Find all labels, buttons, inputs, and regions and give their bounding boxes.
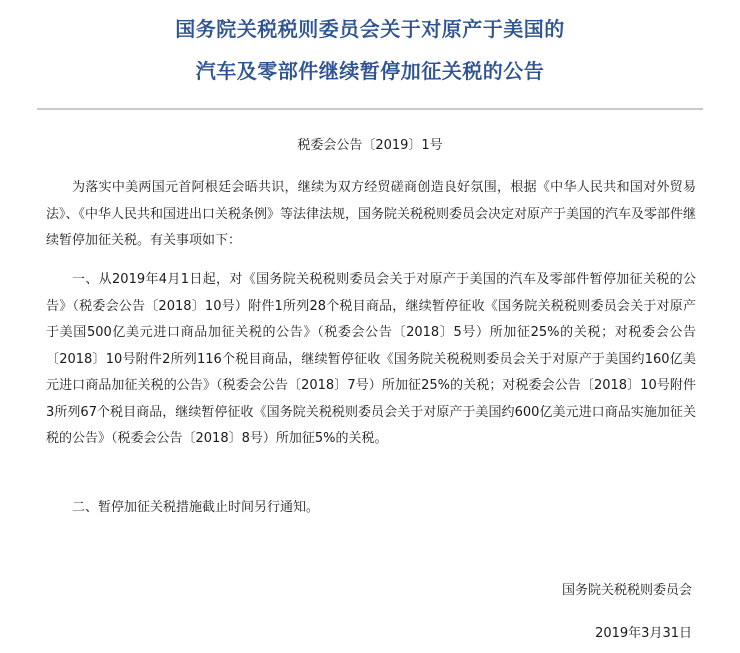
body-paragraph-item-1: 一、从2019年4月1日起，对《国务院关税税则委员会关于对原产于美国的汽车及零部件暂停加征关税的公告》（税委会公告〔2018〕10号）附件1所列28个税目商品，继续暂停征收《国务院关税税则委员会关于对原产于美国500亿美元进口商品加征关税的公告》（税委会公告〔2018〕5号）所加征25%的关税；对税委会公告〔2018〕10号附件2所列116个税目商品，继续暂停征收《国务院关税税则委员会关于对原产于美国约160亿美元进口商品加征关税的公告》（税委会公告〔2018〕7号）所加征25%的关税；对税委会公告〔2018〕10号附件3所列67个税目商品，继续暂停征收《国务院关税税则委员会关于对原产于美国约600亿美元进口商品实施加征关税的公告》（税委会公告〔2018〕8号）所加征5%的关税。 (46, 272, 696, 446)
body-paragraph-item-2: 二、暂停加征关税措施截止时间另行通知。 (72, 500, 320, 515)
document-number: 税委会公告〔2019〕1号 (297, 138, 443, 153)
body-paragraph-intro: 为落实中美两国元首阿根廷会晤共识，继续为双方经贸磋商创造良好氛围，根据《中华人民共和国对外贸易法》、《中华人民共和国进出口关税条例》等法律法规，国务院关税税则委员会决定对原产于美国的汽车及零部件继续暂停加征关税。有关事项如下： (46, 180, 697, 248)
issuing-authority: 国务院关税税则委员会 (561, 583, 692, 598)
document-title-line-2: 汽车及零部件继续暂停加征关税的公告 (195, 59, 545, 83)
document-title-line-1: 国务院关税税则委员会关于对原产于美国的 (175, 17, 565, 41)
title-divider (37, 108, 703, 110)
issue-date: 2019年3月31日 (595, 626, 692, 641)
